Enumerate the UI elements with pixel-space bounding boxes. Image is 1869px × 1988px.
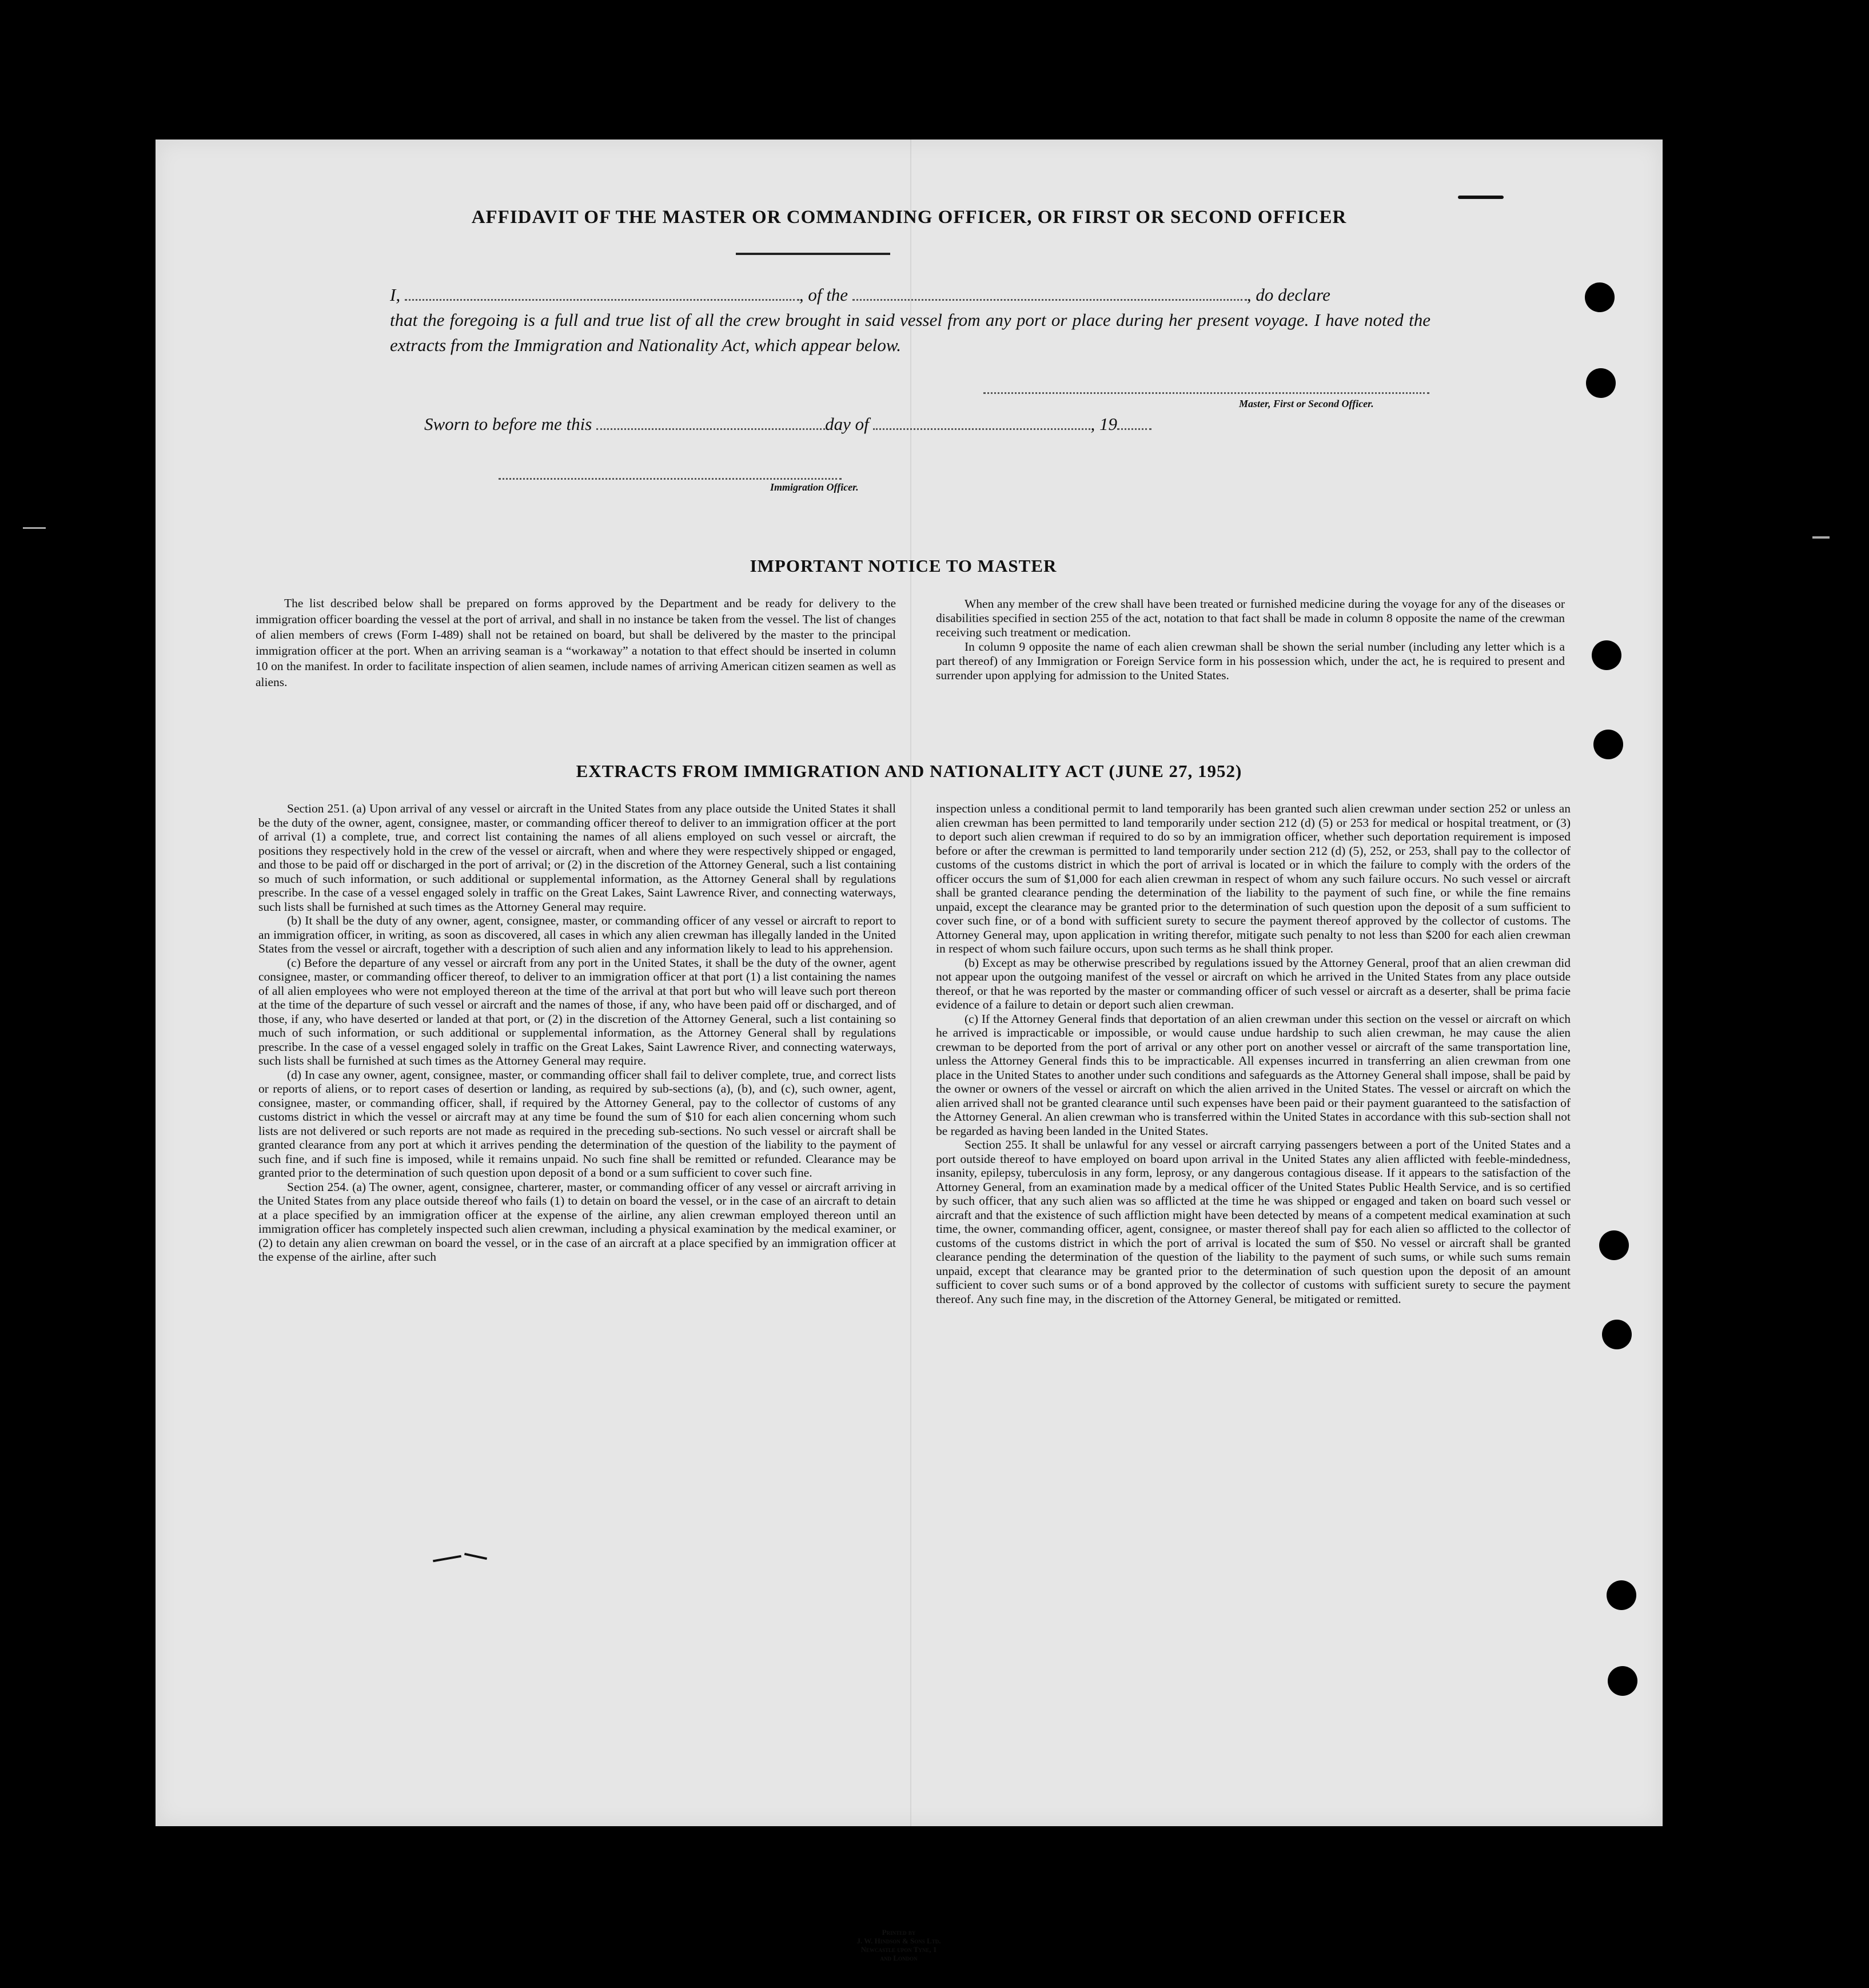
immigration-officer-signature-field[interactable]: [499, 477, 842, 480]
page-fold: [910, 140, 911, 1826]
punch-hole: [1592, 640, 1621, 670]
ink-mark: [433, 1555, 461, 1563]
punch-hole: [1585, 282, 1615, 312]
notice-heading: IMPORTANT NOTICE TO MASTER: [750, 556, 1057, 576]
ink-mark: [464, 1553, 487, 1560]
title-rule: [736, 253, 890, 255]
month-field[interactable]: [873, 424, 1090, 430]
immigration-officer-label: Immigration Officer.: [770, 481, 859, 493]
printer-line: J. W. Hindson & Sons Ltd.: [856, 1937, 941, 1945]
section-255: Section 255. It shall be unlawful for any vessel or aircraft carrying passengers between a port of the United States and a port outside thereof to have employed on board upon arrival in the United States any alien afflicted with feeble-mindedness, insanity, epilepsy, tuberculosis in any form, leprosy, or any dangerous contagious disease. If it appears to the satisfaction of the Attorney General, from an examination made by a medical officer of the United States Public Health Service, and is so certified by such officer, that any such alien was so afflicted at the time he was shipped or engaged and taken on board such vessel or aircraft and that the existence of such affliction might have been detected by means of a competent medical examination at such time, the owner, commanding officer, agent, consignee, or master thereof shall pay for each alien so afflicted to the collector of customs of the customs district in which the port of arrival is located the sum of $50. No vessel or aircraft shall be granted clearance pending the determination of the question of the liability to the payment of such sums, or while such sums remain unpaid, except that clearance may be granted prior to the determination of such question upon the deposit of an amount sufficient to cover such sums or of a bond approved by the collector of customs with sufficient surety to secure the payment thereof. Any such fine may, in the discretion of the Attorney General, be mitigated or remitted.: [936, 1138, 1571, 1306]
do-declare-label: , do declare: [1246, 285, 1330, 305]
master-signature-label: Master, First or Second Officer.: [1239, 398, 1374, 409]
printer-line: and London: [880, 1954, 918, 1962]
master-signature-field[interactable]: [983, 391, 1429, 394]
year-field[interactable]: [1117, 424, 1151, 430]
notice-right-paragraph-1: When any member of the crew shall have been treated or furnished medicine during the voyage for any of the diseases or disabilities specified in section 255 of the act, notation to that fact shall be made in column 8 opposite the name of the crewman receiving such treatment or medication.: [936, 597, 1565, 639]
extracts-left-column: [258, 802, 896, 1264]
printer-line: Newcastle upon Tyne, 1: [860, 1945, 937, 1954]
notice-right-paragraph-2: In column 9 opposite the name of each alien crewman shall be shown the serial number (including any letter which is a part thereof) of any Immigration or Foreign Service form in his possession which, under the act, he is required to present and surrender upon applying for admission to the United States.: [936, 640, 1565, 682]
notice-left-paragraph: The list described below shall be prepared on forms approved by the Department and be ready for delivery to the immigration officer boarding the vessel at the port of arrival, and shall in no instance be taken from the vessel. The list of changes of alien members of crews (Form I-489) shall not be retained on board, but shall be delivered by the master to the principal immigration officer at the port. When an arriving seaman is a “workaway” a notation to that effect should be inserted in column 10 on the manifest. In order to facilitate inspection of alien seamen, include names of arriving American citizen seamen as well as aliens.: [256, 596, 896, 689]
name-field[interactable]: [405, 294, 799, 301]
printer-line: Printed by: [882, 1928, 916, 1937]
extracts-right-column: [936, 802, 1571, 1306]
day-field[interactable]: [596, 424, 825, 430]
notice-left-column: [256, 596, 896, 690]
declaration-block: [390, 282, 1430, 358]
punch-hole: [1586, 368, 1616, 398]
sworn-line: [424, 414, 1151, 435]
vessel-field[interactable]: [852, 294, 1247, 301]
sworn-label: Sworn to before me this: [424, 414, 592, 434]
of-the-label: , of the: [799, 285, 848, 305]
i-label: I,: [390, 285, 401, 305]
section-254-c: (c) If the Attorney General finds that deportation of an alien crewman under this section on the vessel or aircraft on which he arrived is impracticable or impossible, or would cause undue hardship to such alien crewman, he may cause the alien crewman to be deported from the port of arrival or any other port on another vessel or aircraft of the same transportation line, unless the Attorney General finds this to be impracticable. All expenses incurred in transferring an alien crewman from one place in the United States to another under such conditions and safeguards as the Attorney General shall impose, shall be paid by the owner or owners of the vessel or aircraft on which the alien arrived in the United States. The vessel or aircraft on which the alien arrived shall not be granted clearance until such expenses have been paid or their payment guaranteed to the satisfaction of the Attorney General. An alien crewman who is transferred within the United States in accordance with this sub-section shall not be regarded as having been landed in the United States.: [936, 1011, 1571, 1138]
section-254-b: (b) Except as may be otherwise prescribed by regulations issued by the Attorney General, proof that an alien crewman did not appear upon the outgoing manifest of the vessel or aircraft on which he arrived in the United States from any place outside thereof, or that he was reported by the master or commanding officer of such vessel or aircraft as a deserter, shall be prima facie evidence of a failure to detain or deport such alien crewman.: [936, 955, 1571, 1011]
section-251-b: (b) It shall be the duty of any owner, agent, consignee, master, or commanding officer of any vessel or aircraft to report to an immigration officer, in writing, as soon as discovered, all cases in which any alien crewman has illegally landed in the United States from the vessel or aircraft, together with a description of such alien and any information likely to lead to his apprehension.: [258, 914, 896, 955]
section-251-a: Section 251. (a) Upon arrival of any vessel or aircraft in the United States from any place outside the United States it shall be the duty of the owner, agent, consignee, master, or commanding officer thereof to deliver to an immigration officer at the port of arrival (1) a complete, true, and correct list containing the names of all aliens employed on such vessel or aircraft, the positions they respectively hold in the crew of the vessel or aircraft, when and where they were respectively shipped or engaged, and those to be paid off or discharged in the port of arrival; or (2) in the discretion of the Attorney General, such a list containing so much of such information, or such additional or supplemental information, as the Attorney General shall by regulations prescribe. In the case of a vessel engaged solely in traffic on the Great Lakes, Saint Lawrence River, and connecting waterways, such lists shall be furnished at such times as the Attorney General may require.: [258, 802, 896, 914]
punch-hole: [1608, 1666, 1637, 1696]
extracts-heading: EXTRACTS FROM IMMIGRATION AND NATIONALITY ACT (JUNE 27, 1952): [576, 761, 1242, 781]
year-label: , 19: [1090, 414, 1117, 434]
printer-imprint: [784, 1928, 1013, 1962]
film-mark: [23, 527, 46, 529]
affidavit-title: AFFIDAVIT OF THE MASTER OR COMMANDING OFFICER, OR FIRST OR SECOND OFFICER: [471, 207, 1347, 228]
punch-hole: [1607, 1580, 1636, 1610]
declaration-text: that the foregoing is a full and true list of all the crew brought in said vessel from any port or place during her present voyage. I have noted the extracts from the Immigration and Nationality Act, which appear below.: [390, 310, 1430, 355]
section-251-d: (d) In case any owner, agent, consignee, master, or commanding officer shall fail to deliver complete, true, and correct lists or reports of aliens, or to report cases of desertion or landing, as required by sub-sections (a), (b), and (c), such owner, agent, consignee, master, or commanding officer, shall, if required by the Attorney General, pay to the collector of customs of any customs district in which the vessel or aircraft may at any time be found the sum of $10 for each alien concerning whom such lists are not delivered or such reports are not made as required in the preceding sub-sections. No such vessel or aircraft shall be granted clearance from any port at which it arrives pending the determination of the question of the liability to the payment of such fine, and if such fine is imposed, while it remains unpaid. No such fine shall be remitted or refunded. Clearance may be granted prior to the determination of such question upon deposit of a bond or a sum sufficient to cover such fine.: [258, 1067, 896, 1180]
day-of-label: day of: [825, 414, 869, 434]
ink-mark: [1458, 196, 1504, 199]
section-254-a-continued: inspection unless a conditional permit to land temporarily has been granted such alien crewman under section 252 or unless an alien crewman has been permitted to land temporarily under section 212 (d) (5) or 253 for medical or hospital treatment, or (3) to deport such alien crewman if required to do so by an immigration officer, whether such deportation requirement is imposed before or after the crewman is permitted to land temporarily under section 212 (d) (5), 252, or 253, shall pay to the collector of customs of the customs district in which the port of arrival is located or in which the failure to comply with the orders of the officer occurs the sum of $1,000 for each alien crewman in respect of whom any such failure occurs. No such vessel or aircraft shall be granted clearance pending the determination of the liability to the payment of such fine, or while the fine remains unpaid, except the clearance may be granted prior to the determination of such question upon the deposit of a sum sufficient to cover such fine, or of a bond with sufficient surety to secure the payment thereof approved by the collector of customs. The Attorney General may, upon application in writing therefor, mitigate such penalty to not less than $200 for each alien crewman in respect of whom such failure occurs, upon such terms as he shall think proper.: [936, 802, 1571, 955]
punch-hole: [1602, 1320, 1632, 1349]
punch-hole: [1599, 1230, 1629, 1260]
film-mark: [1812, 536, 1830, 539]
notice-right-column: [936, 597, 1565, 683]
section-254-a: Section 254. (a) The owner, agent, consignee, charterer, master, or commanding officer of any vessel or aircraft arriving in the United States from any place outside thereof who fails (1) to detain on board the vessel, or in the case of an aircraft to detain at a place specified by an immigration officer at the expense of the airline, any alien crewman employed thereon until an immigration officer has completely inspected such alien crewman, including a physical examination by the medical examiner, or (2) to detain any alien crewman on board the vessel, or in the case of an aircraft at a place specified by an immigration officer at the expense of the airline, after such: [258, 1180, 896, 1264]
section-251-c: (c) Before the departure of any vessel or aircraft from any port in the United States, it shall be the duty of the owner, agent consignee, master, or commanding officer thereof, to deliver to an immigration officer at that port (1) a list containing the names of all alien employees who were not employed thereon at the time of the arrival at that port but who will leave such port thereon at the time of the departure of such vessel or aircraft and the names of those, if any, who have been paid off or discharged, and of those, if any, who have deserted or landed at that port, or (2) in the discretion of the Attorney General, such a list containing so much of such information, or such additional or supplemental information, as the Attorney General shall by regulations prescribe. In the case of a vessel engaged solely in traffic on the Great Lakes, Saint Lawrence River, and connecting waterways, such lists shall be furnished at such times as the Attorney General may require.: [258, 955, 896, 1067]
document-page: [156, 140, 1663, 1962]
punch-hole: [1593, 730, 1623, 759]
